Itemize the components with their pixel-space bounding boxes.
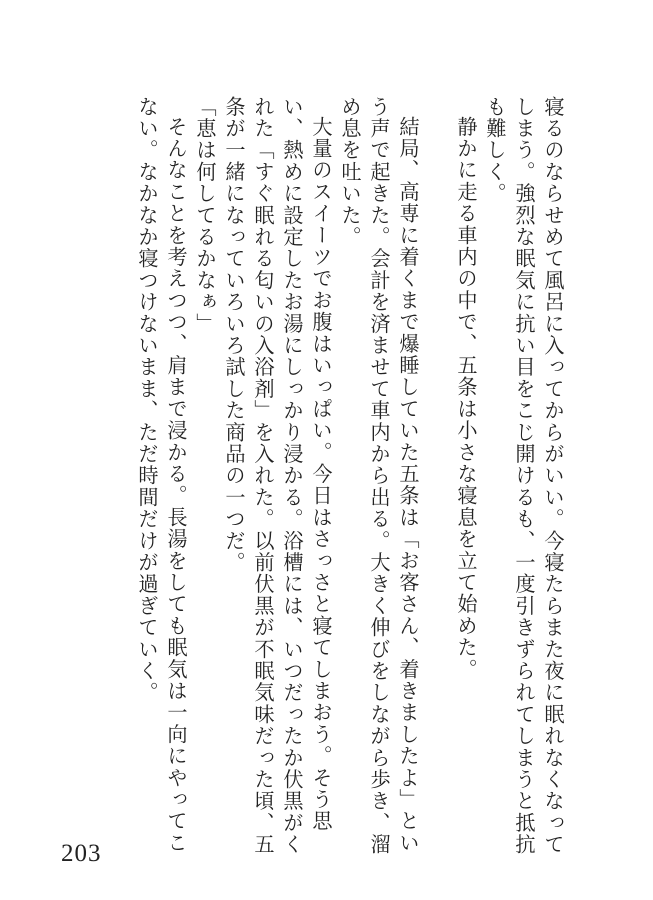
section-break — [422, 96, 451, 856]
paragraph-4: 大量のスイーツでお腹はいっぱい。今日はさっさと寝てしまおう。そう思い、熱めに設定したお湯にしっかり浸かる。浴槽には、いつだったか伏黒がくれた「すぐ眠れる匂いの入浴剤」を入れた。以前伏黒が不眠気味だった頃、五条が一緒になっていろいろ試した商品の一つだ。 — [222, 96, 333, 856]
page-number: 203 — [61, 840, 102, 867]
paragraph-3: 結局、高専に着くまで爆睡していた五条は「お客さん、着きましたよ」という声で起きた。会計を済ませて車内から出る。大きく伸びをしながら歩き、溜め息を吐いた。 — [338, 96, 420, 856]
paragraph-2: 静かに走る車内の中で、五条は小さな寝息を立て始めた。 — [454, 116, 478, 681]
paragraph-1: 寝るのならせめて風呂に入ってからがいい。今寝たらまた夜に眠れなくなってしまう。強烈な眠気に抗い目をこじ開けるも、一度引きずられてしまうと抵抗も難しく。 — [483, 96, 565, 856]
paragraph-6: そんなことを考えつつ、肩まで浸かる。長湯をしても眠気は一向にやってこない。なかなか寝つけないまま、ただ時間だけが過ぎていく。 — [135, 96, 188, 854]
body-text — [132, 96, 567, 856]
dialogue-line: 「恵は何してるかなぁ」 — [193, 96, 217, 335]
